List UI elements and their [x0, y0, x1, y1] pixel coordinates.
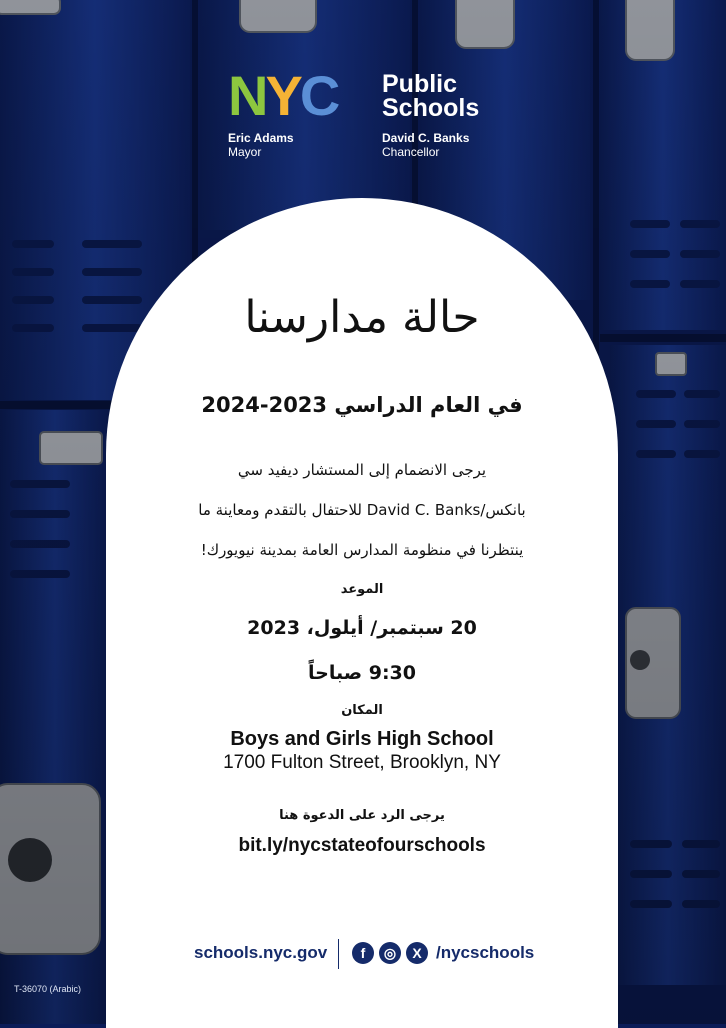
form-code: T-36070 (Arabic) — [14, 984, 82, 994]
social-handle[interactable]: /nycschools — [436, 943, 535, 962]
nyc-public-schools-logo — [228, 64, 508, 165]
mayor-credit — [228, 131, 294, 159]
rsvp-link[interactable]: bit.ly/nycstateofourschools — [238, 835, 486, 856]
chancellor-title: Chancellor — [382, 145, 440, 159]
footer-divider — [338, 939, 339, 969]
facebook-icon[interactable]: f — [352, 942, 374, 964]
brand-line-schools: Schools — [382, 94, 480, 122]
logo-letter-n: N — [228, 64, 266, 127]
chancellor-name: David C. Banks — [382, 131, 470, 145]
message-line: بانكس/David C. Banks للاحتفال بالتقدم ومعاينة ما — [198, 501, 526, 519]
brand-line-public: Public — [382, 70, 458, 98]
date-label: الموعد — [340, 582, 384, 597]
logo-letter-y: Y — [265, 64, 300, 127]
mayor-title: Mayor — [228, 145, 262, 159]
logo-letter-c: C — [299, 64, 338, 127]
instagram-icon[interactable]: ◎ — [379, 942, 401, 964]
invitation-message — [106, 450, 618, 570]
message-line: ينتظرنا في منظومة المدارس العامة بمدينة نيويورك! — [200, 541, 524, 559]
event-time: 9:30 صباحاً — [308, 662, 416, 684]
venue-address: 1700 Fulton Street, Brooklyn, NY — [223, 752, 501, 773]
venue-name: Boys and Girls High School — [230, 728, 494, 750]
message-line: يرجى الانضمام إلى المستشار ديفيد سي — [237, 461, 487, 479]
event-subtitle: في العام الدراسي 2023-2024 — [201, 393, 523, 417]
brand-text — [382, 72, 479, 120]
nyc-logo-wordmark — [228, 64, 338, 127]
website-link[interactable]: schools.nyc.gov — [194, 943, 328, 962]
chancellor-credit — [382, 131, 469, 159]
event-title: حالة مدارسنا — [244, 292, 480, 343]
event-date: 20 سبتمبر/ أيلول، 2023 — [247, 617, 477, 639]
rsvp-label: يرجى الرد على الدعوة هنا — [279, 808, 445, 823]
mayor-name: Eric Adams — [228, 131, 294, 145]
footer-bar — [106, 938, 618, 970]
place-label: المكان — [341, 703, 383, 718]
x-icon[interactable]: X — [406, 942, 428, 964]
